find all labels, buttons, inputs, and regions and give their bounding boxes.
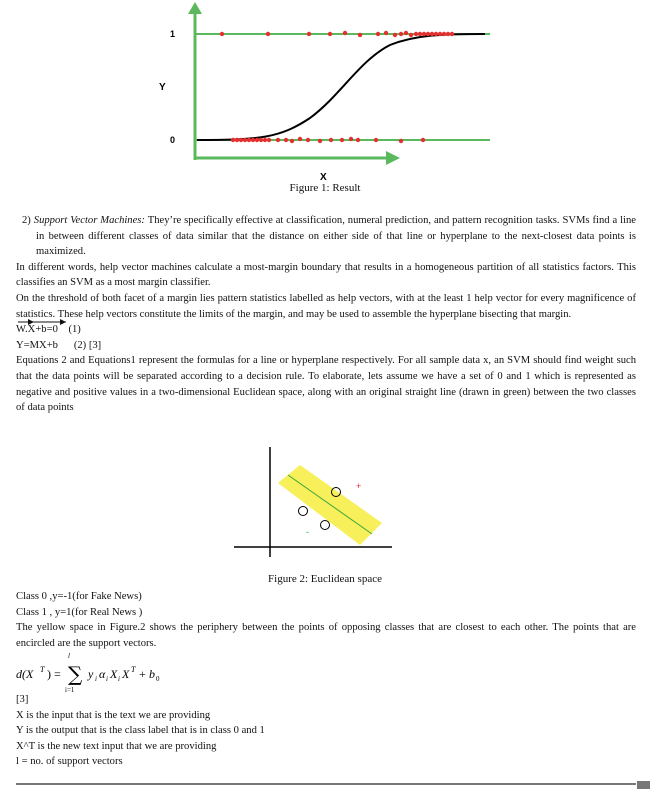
sum-bottom: i=1: [65, 686, 75, 694]
svg-text:b: b: [149, 667, 155, 681]
data-point: [349, 137, 353, 141]
svg-text:α: α: [99, 667, 106, 681]
equation-1-text: W.X+b=0 (1): [16, 324, 81, 336]
xt-definition: X^T is the new text input that we are providing: [16, 740, 217, 752]
data-point: [340, 138, 344, 142]
sum-top: l: [68, 652, 70, 660]
svg-text:i: i: [118, 675, 120, 683]
y-axis-arrow: [188, 2, 202, 14]
svg-text:i: i: [106, 675, 108, 683]
data-point: [409, 33, 413, 37]
y-tick-1: 1: [170, 29, 176, 39]
plus-sign: +: [356, 481, 362, 491]
l-definition: l = no. of support vectors: [16, 756, 123, 768]
data-point: [235, 138, 239, 142]
y-tick-0: 0: [170, 135, 176, 145]
data-point: [255, 138, 259, 142]
svm-section: [16, 213, 636, 416]
data-point: [442, 32, 446, 36]
support-vector: [299, 507, 308, 516]
data-point: [393, 33, 397, 37]
data-point: [358, 33, 362, 37]
data-point: [356, 138, 360, 142]
data-point: [307, 32, 311, 36]
figure-1-caption: Figure 1: Result: [289, 182, 361, 194]
data-point: [267, 138, 271, 142]
svg-text:T: T: [131, 665, 136, 674]
item-number: 2): [22, 215, 31, 226]
class-0-label: Class 0 ,y=-1(for Fake News): [16, 591, 142, 602]
x-definition: X is the input that is the text we are providing: [16, 709, 211, 721]
classes-section: [16, 589, 636, 651]
data-point: [450, 32, 454, 36]
data-point: [284, 138, 288, 142]
svm-list-item: [22, 213, 636, 260]
data-point: [263, 138, 267, 142]
class-1-label: Class 1 , y=1(for Real News ): [16, 606, 143, 618]
definitions-section: [16, 692, 636, 770]
data-point: [247, 138, 251, 142]
paragraph-3: On the threshold of both facet of a margin lies pattern statistics labelled as help vectors, with at the least 1 help vector for every magnificence of statistics. These help vectors constitute the limits of the margin, and may be used to assemble the hyperplane bisecting that margin.: [16, 292, 636, 320]
decision-formula: [16, 651, 316, 696]
minus-sign: -: [306, 527, 309, 537]
paragraph-2: In different words, help vector machines calculate a most-margin boundary that results in a homogeneous partition of all statistics factors. This classifies an SVM as a most margin classifier.: [16, 261, 636, 289]
data-point: [438, 32, 442, 36]
data-point: [418, 32, 422, 36]
data-point: [343, 31, 347, 35]
figure-2-caption: Figure 2: Euclidean space: [268, 573, 382, 585]
figure-1-sigmoid-plot: [150, 0, 500, 185]
data-point: [399, 139, 403, 143]
item-title: Support Vector Machines:: [33, 215, 145, 226]
formula-sup: T: [40, 665, 45, 674]
data-point: [421, 138, 425, 142]
formula-terms: y: [88, 667, 94, 681]
reference: [3]: [16, 694, 29, 705]
data-point: [434, 32, 438, 36]
data-point: [243, 138, 247, 142]
data-point: [306, 138, 310, 142]
data-point: [266, 32, 270, 36]
data-point: [220, 32, 224, 36]
svg-text:0: 0: [156, 675, 160, 683]
sum-sign-icon: ∑: [68, 662, 83, 686]
y-definition: Y is the output that is the class label that is in class 0 and 1: [16, 725, 265, 737]
data-point: [318, 139, 322, 143]
formula-eq: ) =: [47, 667, 61, 681]
data-point: [384, 31, 388, 35]
data-point: [239, 138, 243, 142]
paragraph-5: The yellow space in Figure.2 shows the periphery between the points of opposing classes that are closest to each other. The points that are encircled are the support vectors.: [16, 622, 636, 649]
data-point: [430, 32, 434, 36]
page-corner-mark: [637, 781, 650, 789]
data-point: [374, 138, 378, 142]
data-point: [259, 138, 263, 142]
vector-arrow-icon: [16, 318, 76, 326]
data-point: [329, 138, 333, 142]
svg-text:X: X: [122, 667, 130, 681]
data-point: [376, 32, 380, 36]
data-point: [231, 138, 235, 142]
y-axis-label: Y: [159, 82, 166, 93]
x-axis-arrow: [386, 151, 400, 165]
sigmoid-curve: [197, 34, 485, 140]
data-point: [251, 138, 255, 142]
formula-lhs: d(X: [16, 667, 34, 681]
svg-text:i: i: [95, 675, 97, 683]
equation-1: [16, 322, 636, 338]
data-point: [404, 31, 408, 35]
data-point: [426, 32, 430, 36]
data-point: [414, 32, 418, 36]
data-point: [422, 32, 426, 36]
data-point: [328, 32, 332, 36]
paragraph-4: Equations 2 and Equations1 represent the formulas for a line or hyperplane respectively. For all sample data x, an SVM should find weight such that the data points will be separated according to a decision rule. To elaborate, lets assume we have a set of 0 and 1 which is represented as negative and positive values in a two-dimensional Euclidean space, along with an original straight line (drawn in green) between the two classes of data points: [16, 355, 636, 414]
data-point: [399, 32, 403, 36]
item-text: They’re specifically effective at classification, numeral prediction, and pattern recognition tasks. SVMs find a line in between different classes of data similar that the distance on either side of that line or hyperplane to the next-closest data points is maximized.: [36, 215, 636, 258]
support-vector: [321, 521, 330, 530]
figure-2-svm-margin: [230, 445, 400, 560]
data-point: [298, 137, 302, 141]
svg-text:X: X: [110, 667, 118, 681]
data-point: [276, 138, 280, 142]
svg-text:+: +: [139, 667, 146, 681]
data-point: [446, 32, 450, 36]
equation-2: Y=MX+b (2) [3]: [16, 339, 102, 351]
bottom-rule: [16, 783, 636, 785]
data-point: [290, 139, 294, 143]
x-axis-label: X: [320, 172, 327, 183]
